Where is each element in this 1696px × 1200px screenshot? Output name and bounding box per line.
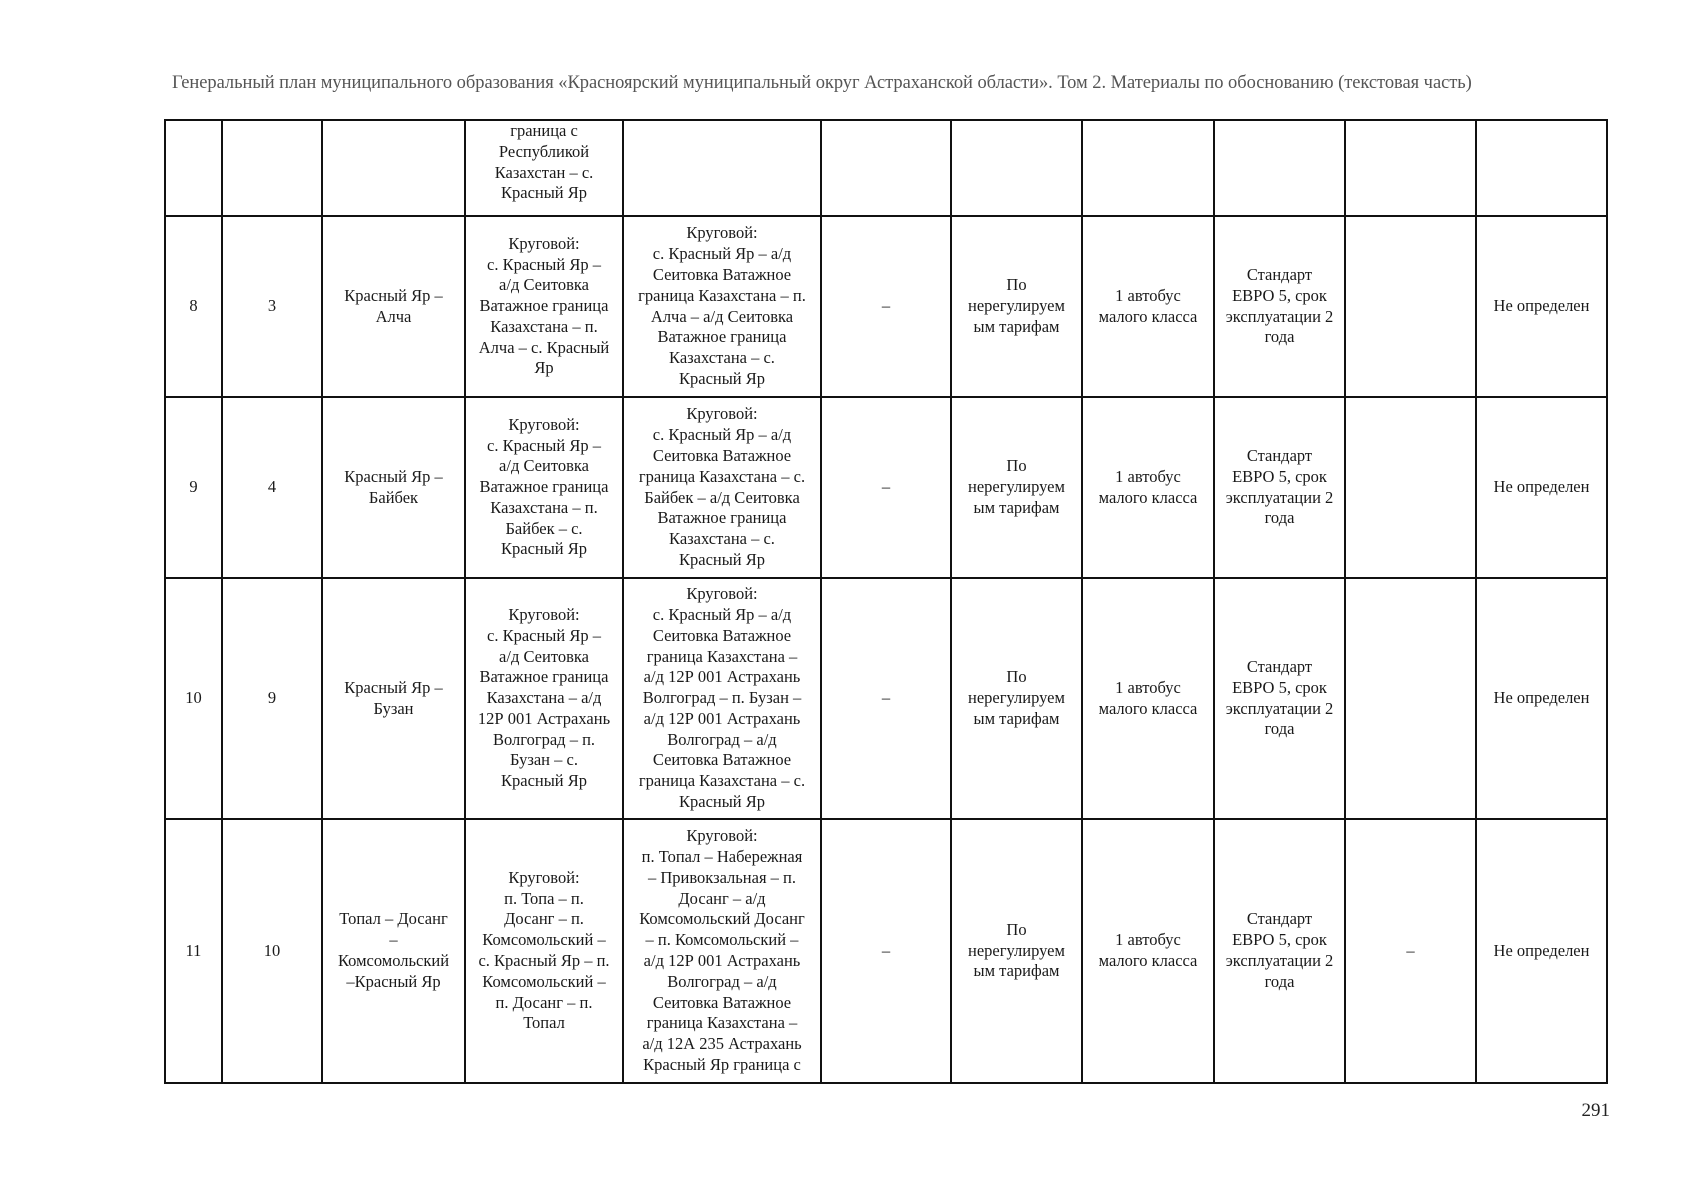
cell-text-line: Ватажное граница <box>657 327 787 347</box>
cell-text-line: 9 <box>267 688 277 708</box>
cell-text-line: года <box>1264 327 1295 347</box>
cell-text-line: граница с <box>510 121 578 140</box>
row-number-cell <box>165 216 222 397</box>
cell-text-line: Досанг – а/д <box>678 888 766 908</box>
route-name-cell <box>322 578 465 819</box>
cell-text-line: с. Красный Яр – <box>487 625 601 645</box>
route-streets-backward-cell <box>623 578 821 819</box>
table-row <box>165 819 1607 1083</box>
vehicle-standard-cell <box>1214 120 1345 216</box>
carrier-cell <box>1476 819 1607 1083</box>
extra-cell <box>1345 819 1476 1083</box>
extra-cell <box>1345 216 1476 397</box>
cell-text-line: малого класса <box>1098 698 1198 718</box>
stops-cell <box>821 397 951 578</box>
route-streets-forward-cell <box>465 397 623 578</box>
cell-text-line: – Привокзальная – п. <box>647 867 797 887</box>
cell-text-line: 12Р 001 Астрахань <box>477 708 611 728</box>
extra-cell <box>1345 578 1476 819</box>
cell-text-line: Ватажное граница <box>657 508 787 528</box>
cell-text-line: Не определен <box>1493 296 1590 316</box>
cell-text-line: Не определен <box>1493 477 1590 497</box>
row-number-cell <box>165 397 222 578</box>
tariff-cell <box>951 819 1082 1083</box>
cell-text-line: п. Досанг – п. <box>495 992 593 1012</box>
cell-text-line: – <box>1406 940 1415 960</box>
cell-text-line: Казахстана – п. <box>490 316 598 336</box>
cell-text-line: а/д Сеитовка <box>499 275 589 295</box>
cell-text-line: ЕВРО 5, срок <box>1232 677 1327 697</box>
cell-text-line: Республикой <box>498 141 590 161</box>
cell-text-line: По <box>1006 275 1027 295</box>
cell-text-line: Комсомольский – <box>482 971 606 991</box>
route-streets-forward-cell <box>465 120 623 216</box>
cell-text-line: Сеитовка Ватажное <box>652 264 792 284</box>
cell-text-line: 3 <box>267 296 277 316</box>
cell-text-line: Алча – с. Красный <box>478 337 610 357</box>
cell-text-line: 11 <box>185 940 202 960</box>
cell-text-line: Казахстана – с. <box>669 348 775 368</box>
table-row <box>165 397 1607 578</box>
route-name-cell <box>322 397 465 578</box>
route-streets-backward-cell <box>623 216 821 397</box>
page-number: 291 <box>1581 1100 1610 1121</box>
cell-text-line: 4 <box>267 477 277 497</box>
cell-text-line: года <box>1264 508 1295 528</box>
vehicle-cell <box>1082 819 1214 1083</box>
cell-text-line: 1 автобус <box>1115 930 1181 950</box>
route-name-cell <box>322 120 465 216</box>
cell-text-line: Байбек – а/д Сеитовка <box>644 487 800 507</box>
cell-text-line: Круговой: <box>508 233 580 253</box>
cell-text-line: граница Казахстана – п. <box>638 285 806 305</box>
cell-text-line: Бузан – с. <box>510 750 578 770</box>
cell-text-line: Казахстана – а/д <box>486 688 602 708</box>
cell-text-line: – <box>881 477 891 497</box>
vehicle-standard-cell <box>1214 578 1345 819</box>
tariff-cell <box>951 578 1082 819</box>
cell-text-line: Алча <box>375 306 412 326</box>
cell-text-line: Круговой: <box>508 867 580 887</box>
cell-text-line: Казахстана – с. <box>669 529 775 549</box>
cell-text-line: ЕВРО 5, срок <box>1232 930 1327 950</box>
cell-text-line: Сеитовка Ватажное <box>652 445 792 465</box>
cell-text-line: с. Красный Яр – а/д <box>652 425 792 445</box>
cell-text-line: Стандарт <box>1246 656 1313 676</box>
cell-text-line: – п. Комсомольский – <box>645 930 799 950</box>
cell-text-line: Топал <box>523 1013 565 1033</box>
extra-cell <box>1345 120 1476 216</box>
cell-text-line: нерегулируем <box>968 940 1065 960</box>
cell-text-line: Ватажное граница <box>479 667 609 687</box>
vehicle-cell <box>1082 120 1214 216</box>
cell-text-line: нерегулируем <box>968 477 1065 497</box>
cell-text-line: Красный Яр <box>678 549 766 569</box>
cell-text-line: Бузан <box>373 698 414 718</box>
cell-text-line: Круговой: <box>508 414 580 434</box>
cell-text-line: 9 <box>189 477 198 497</box>
routes-table <box>164 119 1608 1084</box>
cell-text-line: Красный Яр – <box>344 285 443 305</box>
cell-text-line: Топал – Досанг <box>339 909 448 929</box>
cell-text-line: По <box>1006 456 1027 476</box>
route-name-cell <box>322 216 465 397</box>
cell-text-line: Стандарт <box>1246 264 1313 284</box>
route-streets-forward-cell <box>465 819 623 1083</box>
cell-text-line: года <box>1264 719 1295 739</box>
cell-text-line: с. Красный Яр – <box>487 254 601 274</box>
cell-text-line: – <box>389 930 398 950</box>
vehicle-cell <box>1082 397 1214 578</box>
cell-text-line: Сеитовка Ватажное <box>652 750 792 770</box>
cell-text-line: Круговой: <box>686 223 758 243</box>
cell-text-line: ым тарифам <box>973 497 1060 517</box>
cell-text-line: Круговой: <box>508 604 580 624</box>
cell-text-line: Красный Яр <box>500 183 588 203</box>
vehicle-standard-cell <box>1214 216 1345 397</box>
cell-text-line: эксплуатации 2 <box>1225 306 1334 326</box>
cell-text-line: 1 автобус <box>1115 677 1181 697</box>
cell-text-line: Яр <box>534 358 554 378</box>
stops-cell <box>821 216 951 397</box>
cell-text-line: ым тарифам <box>973 316 1060 336</box>
vehicle-standard-cell <box>1214 397 1345 578</box>
cell-text-line: малого класса <box>1098 487 1198 507</box>
carrier-cell <box>1476 578 1607 819</box>
route-number-cell <box>222 397 322 578</box>
cell-text-line: Красный Яр <box>678 792 766 812</box>
cell-text-line: Казахстан – с. <box>494 162 594 182</box>
cell-text-line: с. Красный Яр – п. <box>478 951 610 970</box>
stops-cell <box>821 819 951 1083</box>
cell-text-line: а/д 12Р 001 Астрахань <box>643 708 801 728</box>
cell-text-line: граница Казахстана – <box>646 646 798 666</box>
cell-text-line: п. Топал – Набережная <box>641 847 803 867</box>
tariff-cell <box>951 216 1082 397</box>
row-number-cell <box>165 120 222 216</box>
cell-text-line: –Красный Яр <box>346 971 441 991</box>
cell-text-line: граница Казахстана – с. <box>638 466 806 486</box>
vehicle-cell <box>1082 578 1214 819</box>
route-streets-forward-cell <box>465 578 623 819</box>
cell-text-line: а/д 12Р 001 Астрахань <box>643 667 801 687</box>
cell-text-line: Комсомольский – <box>482 930 606 950</box>
cell-text-line: эксплуатации 2 <box>1225 951 1334 970</box>
cell-text-line: с. Красный Яр – <box>487 435 601 455</box>
cell-text-line: Не определен <box>1493 688 1590 708</box>
route-number-cell <box>222 819 322 1083</box>
tariff-cell <box>951 397 1082 578</box>
vehicle-cell <box>1082 216 1214 397</box>
cell-text-line: Волгоград – а/д <box>667 971 777 991</box>
route-number-cell <box>222 216 322 397</box>
route-streets-backward-cell <box>623 120 821 216</box>
cell-text-line: а/д 12А 235 Астрахань <box>642 1034 802 1054</box>
cell-text-line: Ватажное граница <box>479 477 609 497</box>
table-row <box>165 216 1607 397</box>
carrier-cell <box>1476 216 1607 397</box>
table-body <box>165 120 1607 1083</box>
cell-text-line: нерегулируем <box>968 296 1065 316</box>
cell-text-line: Ватажное граница <box>479 296 609 316</box>
cell-text-line: а/д 12Р 001 Астрахань <box>643 951 801 970</box>
cell-text-line: Волгоград – п. Бузан – <box>642 688 802 708</box>
carrier-cell <box>1476 397 1607 578</box>
cell-text-line: 10 <box>185 688 202 708</box>
cell-text-line: Волгоград – а/д <box>667 729 777 749</box>
cell-text-line: Красный Яр – <box>344 677 443 697</box>
cell-text-line: – <box>881 296 891 316</box>
cell-text-line: Казахстана – п. <box>490 497 598 517</box>
cell-text-line: ЕВРО 5, срок <box>1232 466 1327 486</box>
cell-text-line: Стандарт <box>1246 909 1313 929</box>
vehicle-standard-cell <box>1214 819 1345 1083</box>
cell-text-line: Сеитовка Ватажное <box>652 992 792 1012</box>
cell-text-line: Волгоград – п. <box>492 729 596 749</box>
cell-text-line: Красный Яр – <box>344 466 443 486</box>
cell-text-line: ым тарифам <box>973 961 1060 981</box>
cell-text-line: Байбек – с. <box>505 518 583 538</box>
cell-text-line: ЕВРО 5, срок <box>1232 285 1327 305</box>
carrier-cell <box>1476 120 1607 216</box>
cell-text-line: Алча – а/д Сеитовка <box>650 306 794 326</box>
cell-text-line: 1 автобус <box>1115 466 1181 486</box>
stops-cell <box>821 578 951 819</box>
cell-text-line: 10 <box>263 940 281 960</box>
cell-text-line: года <box>1264 971 1295 991</box>
table-row <box>165 120 1607 216</box>
cell-text-line: Красный Яр <box>678 368 766 388</box>
row-number-cell <box>165 819 222 1083</box>
cell-text-line: Круговой: <box>686 584 758 604</box>
cell-text-line: Стандарт <box>1246 445 1313 465</box>
cell-text-line: Байбек <box>368 487 419 507</box>
route-streets-backward-cell <box>623 819 821 1083</box>
cell-text-line: – <box>881 940 891 960</box>
cell-text-line: с. Красный Яр – а/д <box>652 604 792 624</box>
cell-text-line: нерегулируем <box>968 688 1065 708</box>
cell-text-line: Досанг – п. <box>504 909 584 929</box>
cell-text-line: Красный Яр граница с <box>643 1054 801 1074</box>
cell-text-line: Круговой: <box>686 404 758 424</box>
route-number-cell <box>222 578 322 819</box>
cell-text-line: малого класса <box>1098 306 1198 326</box>
page-header: Генеральный план муниципального образования «Красноярский муниципальный округ Астраханской области». Том 2. Материалы по обоснованию (текстовая часть) <box>172 73 1472 93</box>
route-streets-backward-cell <box>623 397 821 578</box>
cell-text-line: Не определен <box>1493 940 1590 960</box>
cell-text-line: граница Казахстана – с. <box>638 771 806 791</box>
cell-text-line: 8 <box>189 296 198 316</box>
cell-text-line: – <box>881 688 891 708</box>
cell-text-line: Красный Яр <box>500 771 588 791</box>
tariff-cell <box>951 120 1082 216</box>
table-row <box>165 578 1607 819</box>
stops-cell <box>821 120 951 216</box>
cell-text-line: Красный Яр <box>500 539 588 559</box>
cell-text-line: ым тарифам <box>973 708 1060 728</box>
cell-text-line: Комсомольский <box>337 951 450 970</box>
cell-text-line: а/д Сеитовка <box>499 646 589 666</box>
cell-text-line: граница Казахстана – <box>646 1013 798 1033</box>
cell-text-line: По <box>1006 919 1027 939</box>
route-number-cell <box>222 120 322 216</box>
cell-text-line: эксплуатации 2 <box>1225 698 1334 718</box>
cell-text-line: Комсомольский Досанг <box>639 909 805 929</box>
cell-text-line: малого класса <box>1098 951 1198 970</box>
cell-text-line: с. Красный Яр – а/д <box>652 244 792 264</box>
cell-text-line: п. Топа – п. <box>504 888 584 908</box>
route-name-cell <box>322 819 465 1083</box>
cell-text-line: Круговой: <box>686 826 758 846</box>
cell-text-line: эксплуатации 2 <box>1225 487 1334 507</box>
cell-text-line: Сеитовка Ватажное <box>652 625 792 645</box>
cell-text-line: а/д Сеитовка <box>499 456 589 476</box>
cell-text-line: По <box>1006 667 1027 687</box>
route-streets-forward-cell <box>465 216 623 397</box>
extra-cell <box>1345 397 1476 578</box>
cell-text-line: 1 автобус <box>1115 285 1181 305</box>
row-number-cell <box>165 578 222 819</box>
